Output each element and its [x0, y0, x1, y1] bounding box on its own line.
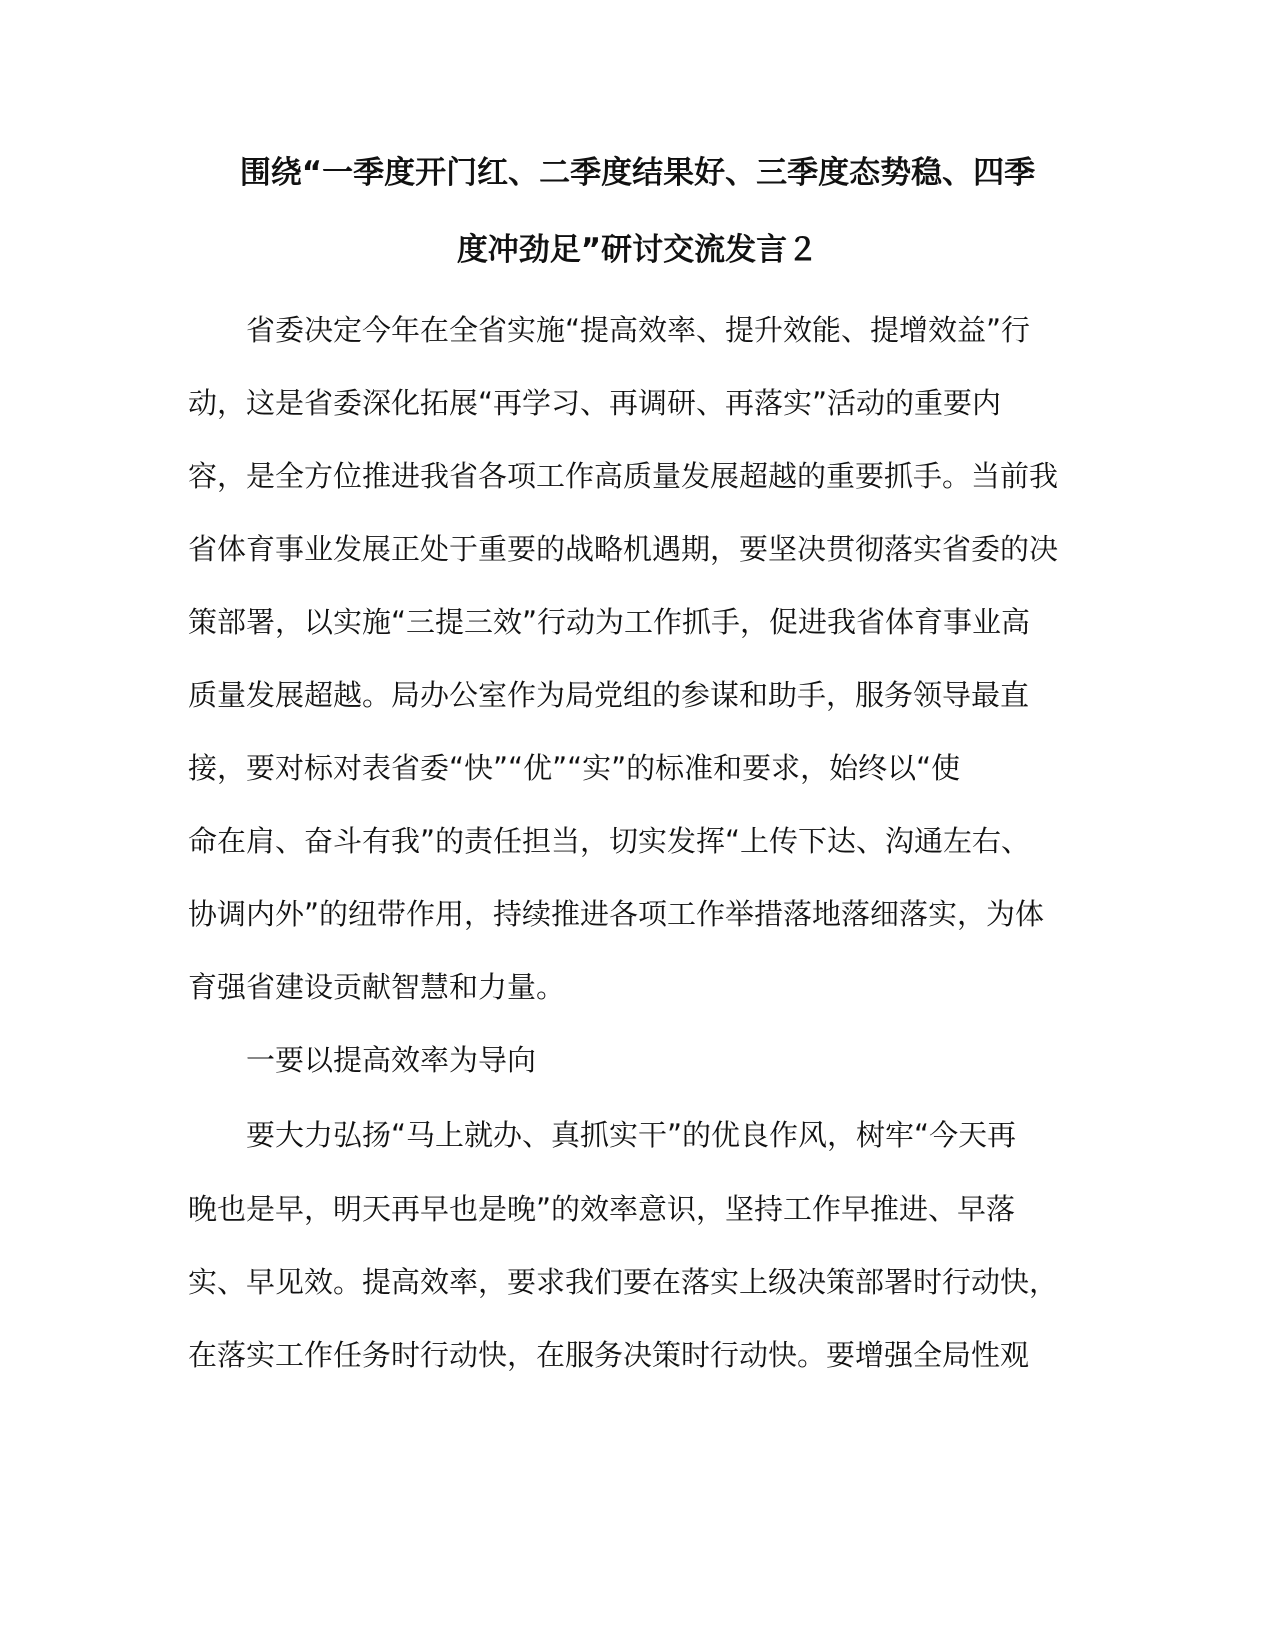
paragraph-line: 晚也是早，明天再早也是晚”的效率意识，坚持工作早推进、早落 — [188, 1192, 1016, 1226]
document-title-line-2: 度冲劲足”研讨交流发言２ — [456, 232, 819, 268]
paragraph-line: 实、早见效。提高效率，要求我们要在落实上级决策部署时行动快， — [188, 1265, 1059, 1299]
paragraph-line: 育强省建设贡献智慧和力量。 — [188, 970, 566, 1004]
section-heading: 一要以提高效率为导向 — [246, 1043, 537, 1077]
paragraph-line: 接，要对标对表省委“快”“优”“实”的标准和要求，始终以“使 — [188, 751, 961, 785]
paragraph-line: 在落实工作任务时行动快，在服务决策时行动快。要增强全局性观 — [188, 1338, 1030, 1372]
paragraph-line: 策部署，以实施“三提三效”行动为工作抓手，促进我省体育事业高 — [188, 605, 1031, 639]
paragraph-line: 动，这是省委深化拓展“再学习、再调研、再落实”活动的重要内 — [188, 386, 1002, 420]
paragraph-line: 质量发展超越。局办公室作为局党组的参谋和助手，服务领导最直 — [188, 678, 1030, 712]
paragraph-line: 容，是全方位推进我省各项工作高质量发展超越的重要抓手。当前我 — [188, 459, 1059, 493]
paragraph-line: 要大力弘扬“马上就办、真抓实干”的优良作风，树牢“今天再 — [246, 1118, 1017, 1152]
paragraph-line: 命在肩、奋斗有我”的责任担当，切实发挥“上传下达、沟通左右、 — [188, 824, 1031, 858]
paragraph-line: 协调内外”的纽带作用，持续推进各项工作举措落地落细落实，为体 — [188, 897, 1045, 931]
paragraph-line: 省体育事业发展正处于重要的战略机遇期，要坚决贯彻落实省委的决 — [188, 532, 1059, 566]
document-title-line-1: 围绕“一季度开门红、二季度结果好、三季度态势稳、四季 — [239, 155, 1036, 191]
paragraph-line: 省委决定今年在全省实施“提高效率、提升效能、提增效益”行 — [246, 313, 1031, 347]
